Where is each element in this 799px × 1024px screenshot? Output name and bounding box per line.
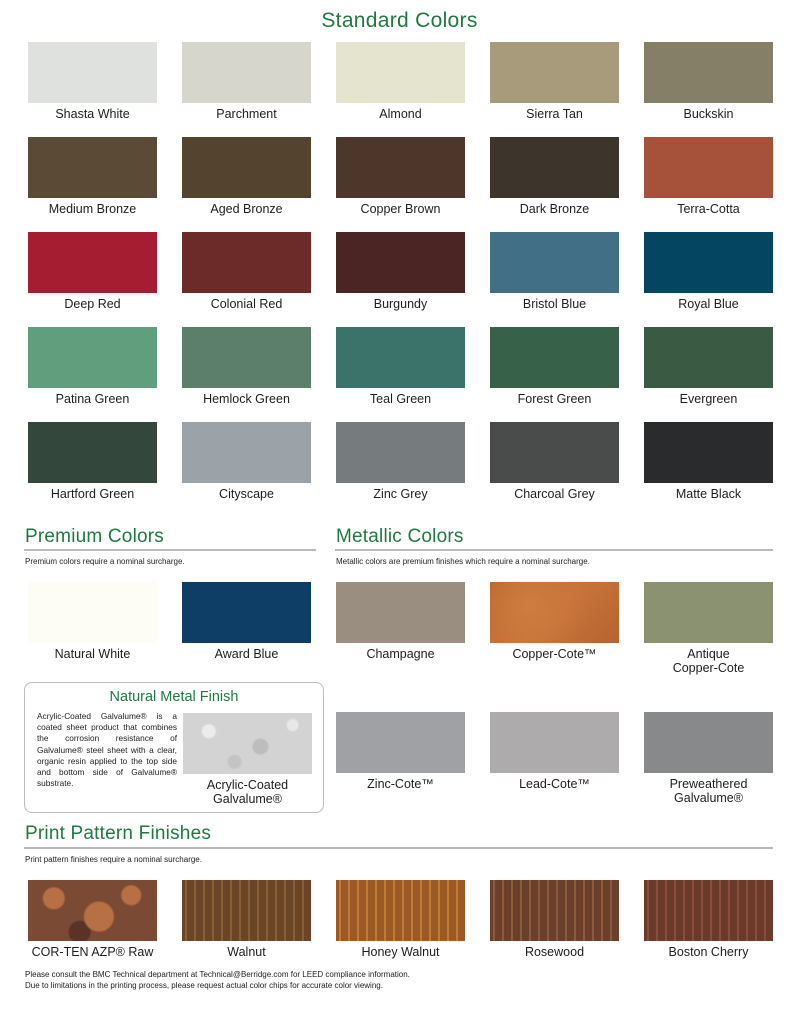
color-name: COR-TEN AZP® Raw	[31, 945, 154, 959]
color-swatch-antique	[644, 582, 773, 643]
footer-line-color-chips: Due to limitations in the printing process, please request actual color chips for accurate color viewing.	[25, 981, 383, 990]
color-swatch-shasta-white	[28, 42, 157, 103]
footer-notes	[25, 969, 410, 991]
color-name: Charcoal Grey	[514, 487, 595, 501]
metallic-section-title: Metallic Colors	[336, 526, 464, 547]
color-name: Hemlock Green	[203, 392, 290, 406]
swatch-card-award-blue	[182, 582, 311, 661]
print-note: Print pattern finishes require a nominal surcharge.	[25, 855, 202, 864]
swatch-card-copper-cote	[490, 582, 619, 661]
swatch-card-zinc-cote	[336, 712, 465, 791]
color-swatch-cor-ten-azp-raw	[28, 880, 157, 941]
swatch-card-rosewood	[490, 880, 619, 959]
premium-note: Premium colors require a nominal surcharge.	[25, 557, 185, 566]
color-name: Sierra Tan	[526, 107, 583, 121]
color-swatch-royal-blue	[644, 232, 773, 293]
color-swatch-award-blue	[182, 582, 311, 643]
swatch-card-cor-ten-azp-raw	[28, 880, 157, 959]
color-swatch-burgundy	[336, 232, 465, 293]
color-swatch-patina-green	[28, 327, 157, 388]
swatch-card-dark-bronze	[490, 137, 619, 216]
premium-divider	[24, 549, 316, 551]
color-swatch-colonial-red	[182, 232, 311, 293]
swatch-card-evergreen	[644, 327, 773, 406]
color-swatch-evergreen	[644, 327, 773, 388]
acrylic-coated-galvalume-label-line2: Galvalume®	[213, 792, 282, 806]
swatch-card-terra-cotta	[644, 137, 773, 216]
color-name: Cityscape	[219, 487, 274, 501]
color-swatch-hartford-green	[28, 422, 157, 483]
color-name: Bristol Blue	[522, 297, 587, 311]
swatch-card-buckskin	[644, 42, 773, 121]
color-name: Antique Copper-Cote	[672, 647, 745, 675]
color-name: Patina Green	[55, 392, 130, 406]
color-swatch-hemlock-green	[182, 327, 311, 388]
swatch-card-walnut	[182, 880, 311, 959]
natural-metal-finish-description: Acrylic-Coated Galvalume® is a coated sheet product that combines the corrosion resistance of Galvalume® steel sheet with a clear, organic resin applied to the top side and bottom side of Galvalume® substrate.	[37, 711, 177, 789]
color-swatch-honey-walnut	[336, 880, 465, 941]
color-name: Copper Brown	[360, 202, 441, 216]
color-name: Forest Green	[517, 392, 592, 406]
color-swatch-lead-cote	[490, 712, 619, 773]
color-name: Lead-Cote™	[519, 777, 590, 791]
color-name: Dark Bronze	[519, 202, 590, 216]
color-name: Evergreen	[679, 392, 738, 406]
color-swatch-cityscape	[182, 422, 311, 483]
color-name: Honey Walnut	[361, 945, 440, 959]
color-name: Rosewood	[524, 945, 585, 959]
color-swatch-dark-bronze	[490, 137, 619, 198]
color-swatch-matte-black	[644, 422, 773, 483]
acrylic-coated-galvalume-label-line1: Acrylic-Coated	[206, 778, 289, 792]
natural-metal-finish-title: Natural Metal Finish	[109, 689, 239, 705]
natural-metal-finish-box	[24, 682, 324, 813]
color-swatch-rosewood	[490, 880, 619, 941]
swatch-card-matte-black	[644, 422, 773, 501]
color-swatch-copper-brown	[336, 137, 465, 198]
color-swatch-deep-red	[28, 232, 157, 293]
color-name: Matte Black	[675, 487, 742, 501]
color-swatch-parchment	[182, 42, 311, 103]
color-swatch-teal-green	[336, 327, 465, 388]
swatch-card-preweathered	[644, 712, 773, 805]
swatch-card-hemlock-green	[182, 327, 311, 406]
color-name: Hartford Green	[50, 487, 135, 501]
color-name: Deep Red	[64, 297, 121, 311]
premium-section-title: Premium Colors	[25, 526, 164, 547]
swatch-card-charcoal-grey	[490, 422, 619, 501]
print-divider	[24, 847, 773, 849]
color-name: Champagne	[366, 647, 435, 661]
color-swatch-preweathered	[644, 712, 773, 773]
color-name: Medium Bronze	[48, 202, 137, 216]
swatch-card-natural-white	[28, 582, 157, 661]
color-swatch-walnut	[182, 880, 311, 941]
page-title: Standard Colors	[321, 9, 478, 32]
footer-line-leed: Please consult the BMC Technical department at Technical@Berridge.com for LEED compliance information.	[25, 970, 410, 979]
color-swatch-copper-cote	[490, 582, 619, 643]
print-section-title: Print Pattern Finishes	[25, 823, 212, 844]
metallic-note: Metallic colors are premium finishes which require a nominal surcharge.	[336, 557, 590, 566]
color-swatch-aged-bronze	[182, 137, 311, 198]
swatch-card-hartford-green	[28, 422, 157, 501]
color-name: Award Blue	[214, 647, 279, 661]
color-name: Shasta White	[55, 107, 130, 121]
color-name: Boston Cherry	[668, 945, 749, 959]
swatch-card-parchment	[182, 42, 311, 121]
swatch-card-royal-blue	[644, 232, 773, 311]
swatch-card-colonial-red	[182, 232, 311, 311]
color-swatch-terra-cotta	[644, 137, 773, 198]
metallic-divider	[335, 549, 773, 551]
color-name: Terra-Cotta	[677, 202, 740, 216]
color-name: Walnut	[227, 945, 266, 959]
color-swatch-buckskin	[644, 42, 773, 103]
color-name: Almond	[379, 107, 422, 121]
color-swatch-zinc-cote	[336, 712, 465, 773]
swatch-card-forest-green	[490, 327, 619, 406]
swatch-card-shasta-white	[28, 42, 157, 121]
color-swatch-medium-bronze	[28, 137, 157, 198]
color-name: Zinc-Cote™	[367, 777, 434, 791]
color-name: Royal Blue	[678, 297, 739, 311]
color-name: Natural White	[54, 647, 131, 661]
color-swatch-sierra-tan	[490, 42, 619, 103]
swatch-card-patina-green	[28, 327, 157, 406]
color-swatch-zinc-grey	[336, 422, 465, 483]
swatch-card-zinc-grey	[336, 422, 465, 501]
color-name: Parchment	[216, 107, 277, 121]
swatch-card-boston-cherry	[644, 880, 773, 959]
color-name: Buckskin	[683, 107, 734, 121]
swatch-card-copper-brown	[336, 137, 465, 216]
swatch-card-almond	[336, 42, 465, 121]
swatch-card-lead-cote	[490, 712, 619, 791]
color-swatch-forest-green	[490, 327, 619, 388]
color-swatch-champagne	[336, 582, 465, 643]
acrylic-coated-galvalume-swatch	[183, 713, 312, 774]
color-name: Zinc Grey	[373, 487, 428, 501]
color-name: Burgundy	[373, 297, 428, 311]
color-name: Aged Bronze	[210, 202, 283, 216]
swatch-card-antique	[644, 582, 773, 675]
swatch-card-cityscape	[182, 422, 311, 501]
swatch-card-bristol-blue	[490, 232, 619, 311]
swatch-card-burgundy	[336, 232, 465, 311]
swatch-card-teal-green	[336, 327, 465, 406]
color-name: Preweathered Galvalume®	[669, 777, 748, 805]
swatch-card-sierra-tan	[490, 42, 619, 121]
swatch-card-champagne	[336, 582, 465, 661]
color-swatch-boston-cherry	[644, 880, 773, 941]
color-name: Teal Green	[369, 392, 432, 406]
swatch-card-honey-walnut	[336, 880, 465, 959]
color-name: Colonial Red	[210, 297, 283, 311]
color-swatch-almond	[336, 42, 465, 103]
color-swatch-bristol-blue	[490, 232, 619, 293]
swatch-card-medium-bronze	[28, 137, 157, 216]
color-name: Copper-Cote™	[512, 647, 597, 661]
color-swatch-charcoal-grey	[490, 422, 619, 483]
swatch-card-aged-bronze	[182, 137, 311, 216]
swatch-card-deep-red	[28, 232, 157, 311]
color-swatch-natural-white	[28, 582, 157, 643]
